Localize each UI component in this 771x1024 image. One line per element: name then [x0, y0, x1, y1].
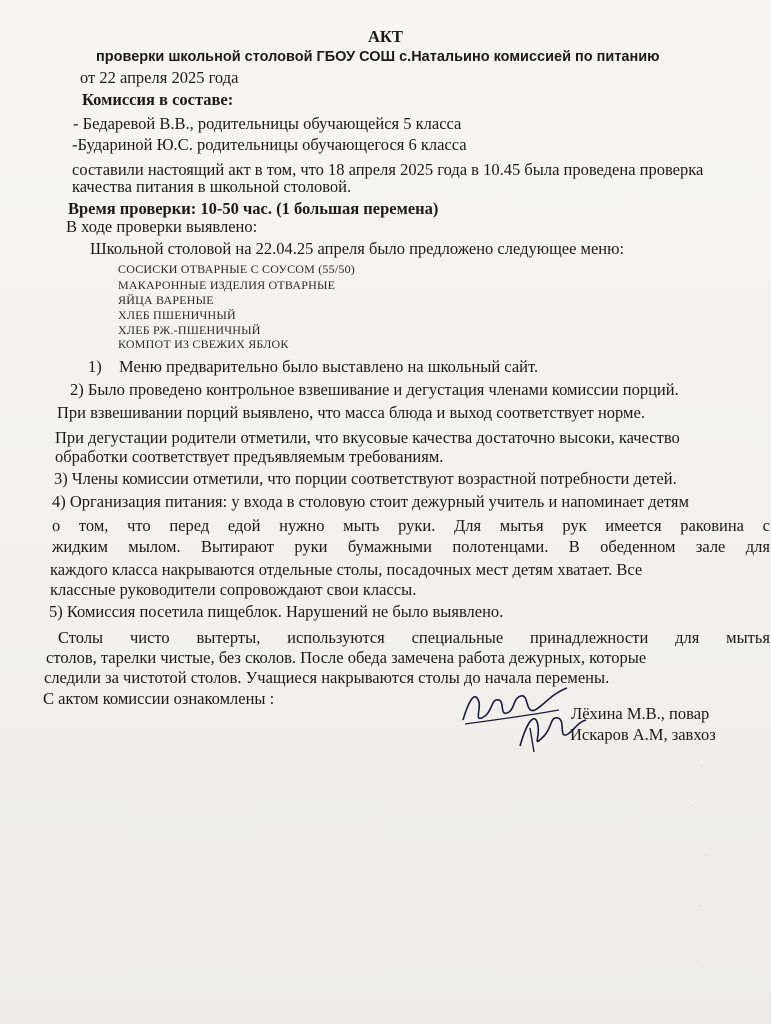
menu-item: ХЛЕБ ПШЕНИЧНЫЙ: [118, 308, 236, 322]
item-2-line-2: При взвешивании порций выявлено, что масса блюда и выход соответствует норме.: [57, 403, 645, 422]
tables-line-3: следили за чистотой столов. Учащиеся накрываются столы до начала перемены.: [44, 668, 610, 687]
item-4-line-1: 4) Организация питания: у входа в столовую стоит дежурный учитель и напоминает детям: [52, 492, 689, 511]
item-4-line-5: классные руководители сопровождают свои классы.: [50, 580, 417, 599]
item-3-text: 3) Члены комиссии отметили, что порции соответствуют возрастной потребности детей.: [54, 469, 677, 488]
item-4-line-4: каждого класса накрываются отдельные столы, посадочных мест детям хватает. Все: [50, 560, 643, 579]
signer-2: Искаров А.М, завхоз: [570, 725, 716, 744]
item-4-line-3: жидким мылом. Вытирают руки бумажными полотенцами. В обеденном зале для: [52, 537, 770, 556]
bleed-through-mark: ·: [702, 960, 705, 970]
doc-subtitle: проверки школьной столовой ГБОУ СОШ с.Натальино комиссией по питанию: [96, 49, 660, 65]
item-2-line-1: 2) Было проведено контрольное взвешивание и дегустация членами комиссии порций.: [70, 380, 679, 399]
commission-member-2: -Бударинoй Ю.С. родительницы обучающегося 6 класса: [72, 135, 467, 154]
tables-line-1: Столы чисто вытерты, используются специальные принадлежности для мытья: [58, 628, 770, 647]
item-5-text: 5) Комиссия посетила пищеблок. Нарушений не было выявлено.: [49, 602, 504, 621]
menu-item: ЯЙЦА ВАРЕНЫЕ: [118, 293, 214, 307]
bleed-through-mark: ·: [698, 900, 701, 910]
intro-line-2: качества питания в школьной столовой.: [72, 177, 352, 196]
bleed-through-mark: ·: [705, 850, 708, 860]
commission-member-1: - Бедаревой В.В., родительницы обучающейся 5 класса: [73, 114, 462, 133]
menu-item: СОСИСКИ ОТВАРНЫЕ С СОУСОМ (55/50): [118, 262, 355, 276]
signer-1: Лёхина М.В., повар: [571, 704, 710, 723]
menu-item: КОМПОТ ИЗ СВЕЖИХ ЯБЛОК: [118, 337, 289, 351]
item-2-line-3: При дегустации родители отметили, что вкусовые качества достаточно высоки, качество: [55, 428, 680, 447]
tables-line-2: столов, тарелки чистые, без сколов. После обеда замечена работа дежурных, которые: [46, 648, 647, 667]
bleed-through-mark: ·: [700, 760, 703, 770]
item-1-text: Меню предварительно было выставлено на школьный сайт.: [119, 357, 539, 376]
item-2-line-4: обработки соответствует предъявляемым требованиям.: [55, 447, 444, 466]
menu-intro: Школьной столовой на 22.04.25 апреля было предложено следующее меню:: [90, 239, 625, 258]
acquainted-line: С актом комиссии ознакомлены :: [43, 689, 275, 708]
menu-item: МАКАРОННЫЕ ИЗДЕЛИЯ ОТВАРНЫЕ: [118, 278, 336, 292]
intro-line-1: составили настоящий акт в том, что 18 апреля 2025 года в 10.45 была проведена проверка: [72, 160, 704, 179]
check-time: Время проверки: 10-50 час. (1 большая перемена): [68, 199, 439, 218]
doc-title: АКТ: [368, 27, 403, 46]
found-line: В ходе проверки выявлено:: [66, 217, 258, 236]
bleed-through-mark: ·: [690, 800, 693, 810]
menu-item: ХЛЕБ РЖ.-ПШЕНИЧНЫЙ: [118, 323, 261, 337]
commission-heading: Комиссия в составе:: [82, 90, 234, 109]
item-4-line-2: о том, что перед едой нужно мыть руки. Для мытья рук имеется раковина с: [52, 516, 770, 535]
item-1-number: 1): [88, 357, 102, 376]
doc-date: от 22 апреля 2025 года: [80, 68, 239, 87]
